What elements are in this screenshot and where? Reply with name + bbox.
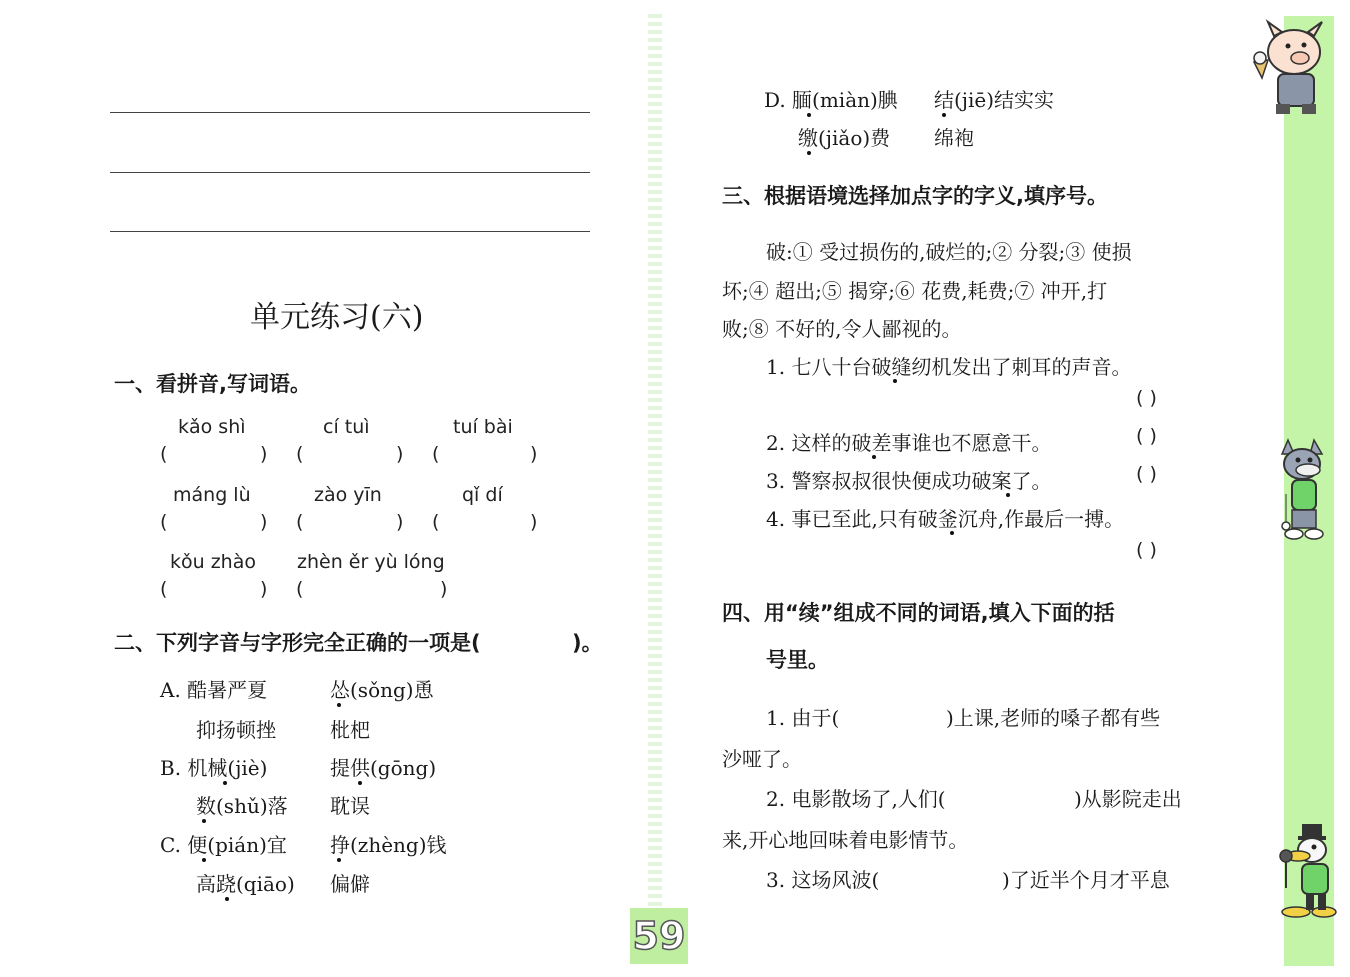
pinyin-1: kǎo shì <box>178 416 246 438</box>
option-b-word-1: B. 机械(jiè) <box>160 756 268 780</box>
emphasis-dot <box>223 781 227 785</box>
question-4-3a: 3. 这场风波( <box>766 868 880 892</box>
section-4-heading-cont: 号里。 <box>766 648 829 672</box>
writing-line-3 <box>110 231 590 232</box>
answer-paren-close: ) <box>530 443 538 465</box>
definition-line-1: 破:① 受过损伤的,破烂的;② 分裂;③ 使损 <box>766 240 1132 264</box>
pinyin-3: tuí bài <box>453 416 513 438</box>
question-3-2: 2. 这样的破差事谁也不愿意干。 <box>766 431 1052 455</box>
answer-blank: ( ) <box>1136 425 1157 447</box>
duck-mascot-icon <box>1272 820 1338 920</box>
answer-paren-open: ( <box>296 511 304 533</box>
writing-line-1 <box>110 112 590 113</box>
answer-paren-open: ( <box>296 578 304 600</box>
emphasis-dot <box>202 819 206 823</box>
answer-paren-close: ) <box>260 443 268 465</box>
answer-blank: ( ) <box>1136 463 1157 485</box>
question-4-2a: 2. 电影散场了,人们( <box>766 787 946 811</box>
emphasis-dot <box>942 113 946 117</box>
answer-paren-open: ( <box>432 443 440 465</box>
pinyin-7: kǒu zhào <box>170 551 256 573</box>
emphasis-dot <box>225 897 229 901</box>
question-4-3b: )了近半个月才平息 <box>1002 868 1170 892</box>
emphasis-dot <box>950 531 954 535</box>
pinyin-8: zhèn ěr yù lóng <box>297 551 445 573</box>
option-b-word-4: 耽误 <box>330 794 370 818</box>
option-b-word-2: 提供(gōng) <box>330 756 437 780</box>
section-2-heading: 二、下列字音与字形完全正确的一项是( <box>114 631 481 655</box>
option-d-word-2: 结(jiē)结实实 <box>934 88 1055 112</box>
option-c-word-2: 挣(zhèng)钱 <box>330 833 447 857</box>
question-4-1a: 1. 由于( <box>766 706 840 730</box>
option-c-word-4: 偏僻 <box>330 872 370 896</box>
option-c-word-3: 高跷(qiāo) <box>196 872 295 896</box>
pinyin-4: máng lù <box>173 484 251 506</box>
question-3-4: 4. 事已至此,只有破釜沉舟,作最后一搏。 <box>766 507 1125 531</box>
section-2-heading-end: )。 <box>572 631 603 655</box>
option-b-word-3: 数(shǔ)落 <box>196 794 288 818</box>
answer-blank: ( ) <box>1136 539 1157 561</box>
section-3-heading: 三、根据语境选择加点字的字义,填序号。 <box>722 184 1108 208</box>
pig-mascot-icon <box>1248 18 1334 118</box>
answer-paren-open: ( <box>432 511 440 533</box>
emphasis-dot <box>872 455 876 459</box>
pinyin-5: zào yīn <box>314 484 382 506</box>
page-gutter <box>648 14 662 964</box>
answer-paren-close: ) <box>396 511 404 533</box>
question-3-1: 1. 七八十台破缝纫机发出了刺耳的声音。 <box>766 355 1132 379</box>
answer-paren-close: ) <box>260 511 268 533</box>
answer-paren-open: ( <box>160 578 168 600</box>
writing-line-2 <box>110 172 590 173</box>
definition-line-3: 败;⑧ 不好的,令人鄙视的。 <box>722 317 962 341</box>
section-4-heading: 四、用“续”组成不同的词语,填入下面的括 <box>722 601 1115 625</box>
question-4-2b: )从影院走出 <box>1074 787 1182 811</box>
emphasis-dot <box>202 858 206 862</box>
emphasis-dot <box>893 379 897 383</box>
question-4-1b: )上课,老师的嗓子都有些 <box>946 706 1161 730</box>
answer-paren-close: ) <box>260 578 268 600</box>
answer-paren-close: ) <box>440 578 448 600</box>
pinyin-2: cí tuì <box>323 416 370 438</box>
option-a-word-2: 怂(sǒng)恿 <box>330 678 434 702</box>
option-d-word-4: 绵袍 <box>934 126 974 150</box>
answer-paren-close: ) <box>396 443 404 465</box>
wolf-mascot-icon <box>1270 434 1334 542</box>
question-4-1c: 沙哑了。 <box>722 747 802 771</box>
answer-paren-close: ) <box>530 511 538 533</box>
definition-line-2: 坏;④ 超出;⑤ 揭穿;⑥ 花费,耗费;⑦ 冲开,打 <box>722 279 1108 303</box>
option-d-word-1: D. 腼(miàn)腆 <box>764 88 898 112</box>
option-a-word-3: 抑扬顿挫 <box>196 718 276 742</box>
emphasis-dot <box>807 151 811 155</box>
emphasis-dot <box>337 858 341 862</box>
answer-paren-open: ( <box>160 443 168 465</box>
option-d-word-3: 缴(jiǎo)费 <box>798 126 891 150</box>
emphasis-dot <box>807 113 811 117</box>
option-a-word-1: A. 酷暑严夏 <box>160 678 268 702</box>
section-1-heading: 一、看拼音,写词语。 <box>114 372 311 396</box>
emphasis-dot <box>358 781 362 785</box>
answer-blank: ( ) <box>1136 387 1157 409</box>
option-c-word-1: C. 便(pián)宜 <box>160 833 287 857</box>
question-3-3: 3. 警察叔叔很快便成功破案了。 <box>766 469 1052 493</box>
emphasis-dot <box>337 703 341 707</box>
option-a-word-4: 枇杷 <box>330 718 370 742</box>
unit-title: 单元练习(六) <box>250 300 424 335</box>
page-number: 59 <box>632 914 686 958</box>
pinyin-6: qǐ dí <box>462 484 503 506</box>
emphasis-dot <box>1006 493 1010 497</box>
answer-paren-open: ( <box>296 443 304 465</box>
question-4-2c: 来,开心地回味着电影情节。 <box>722 828 969 852</box>
answer-paren-open: ( <box>160 511 168 533</box>
